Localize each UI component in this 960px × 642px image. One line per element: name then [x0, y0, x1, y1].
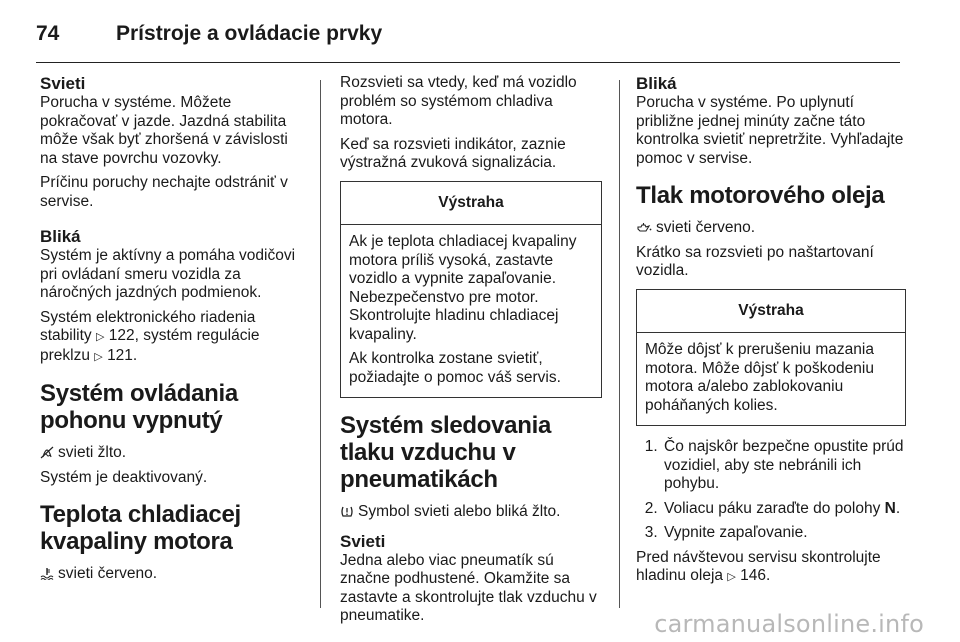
drive-text: Systém je deaktivovaný. — [40, 468, 208, 486]
drive-system-heading: Systém ovládania pohonu vypnutý — [40, 380, 238, 434]
watermark: carmanualsonline.info — [654, 610, 924, 638]
tire-icon-text: Symbol svieti alebo bliká žlto. — [358, 503, 561, 520]
blika-text-1: Systém je aktívny a pomáha vodičovi pri ovládaní smeru vozidla za náročných jazdných podmienok. — [40, 247, 296, 301]
coolant-icon-text: svieti červeno. — [58, 565, 158, 582]
svieti-text-1: Porucha v systéme. Môžete pokračovať v jazde. Jazdná stabilita môže však byť zhoršená v závislosti na stave povrchu vozovky. — [40, 94, 288, 167]
svieti-text-2: Príčinu poruchy nechajte odstrániť v servise. — [40, 174, 288, 210]
page-number: 74 — [36, 22, 60, 45]
column-divider-1 — [320, 80, 321, 608]
coolant-icon-line — [40, 565, 308, 584]
coolant-heading: Teplota chladiacej kvapaliny motora — [40, 501, 241, 555]
blika-text-2 — [40, 309, 308, 367]
list-item — [662, 500, 906, 519]
tire-svieti-text: Jedna alebo viac pneumatík sú značne podhustené. Okamžite sa zastavte a skontrolujte tlak vzduchu v pneumatike. — [340, 551, 597, 624]
oil-footer-text — [636, 549, 906, 587]
traction-off-icon — [40, 446, 54, 459]
oil-icon-text: svieti červeno. — [656, 219, 756, 236]
header-divider — [36, 62, 900, 63]
drive-icon-line — [40, 444, 308, 463]
list-item: 1. Čo najskôr bezpečne opustite prúd vozidiel, aby ste nebránili ich pohybu. — [662, 438, 906, 494]
step-2-text: Voliacu páku zaraďte do polohy — [664, 499, 881, 517]
coolant-text-1: Rozsvieti sa vtedy, keď má vozidlo problém so systémom chladiva motora. — [340, 74, 577, 128]
svieti-heading-2: Svieti — [340, 531, 386, 551]
step-2-tail: . — [895, 499, 901, 517]
warning-box-coolant — [340, 181, 602, 399]
warning-title: Výstraha — [341, 182, 601, 226]
drive-icon-text: svieti žlto. — [58, 444, 127, 461]
warning-title-2: Výstraha — [637, 290, 905, 334]
warning-paragraph-1: Ak je teplota chladiacej kvapaliny motora príliš vysoká, zastavte vozidlo a vypnite zapaľovanie. Nebezpečenstvo pre motor. Skontrolujte hladinu chladiacej kvapaliny. — [349, 233, 577, 343]
page-header — [36, 14, 924, 54]
blika-text-2b[interactable]: 122, systém regulácie preklzu — [40, 327, 260, 364]
oil-can-icon — [636, 221, 652, 234]
column-1 — [40, 74, 308, 590]
tire-icon-line — [340, 503, 602, 522]
page-title: Prístroje a ovládacie prvky — [116, 22, 383, 45]
blika-text-2a: Systém elektronického riadenia stability — [40, 308, 256, 344]
blika-heading-2: Bliká — [636, 74, 677, 93]
steps-list — [636, 438, 906, 543]
coolant-text-2: Keď sa rozsvieti indikátor, zaznie výstražná zvuková signalizácia. — [340, 135, 566, 171]
footer-text-b[interactable]: 146. — [740, 567, 771, 584]
oil-pressure-heading: Tlak motorového oleja — [636, 182, 885, 209]
tire-pressure-icon — [340, 505, 354, 518]
warning-box-oil — [636, 289, 906, 427]
column-divider-2 — [619, 80, 620, 608]
reference-triangle-icon: ▷ — [727, 571, 736, 583]
blika-heading: Bliká — [40, 227, 81, 246]
oil-text: Krátko sa rozsvieti po naštartovaní vozidla. — [636, 243, 874, 279]
reference-triangle-icon: ▷ — [96, 331, 105, 343]
warning-paragraph-2: Ak kontrolka zostane svietiť, požiadajte o pomoc váš servis. — [349, 350, 561, 386]
tire-pressure-heading: Systém sledovania tlaku vzduchu v pneumatikách — [340, 412, 552, 493]
oil-icon-line — [636, 219, 906, 238]
step-2-bold: N — [884, 499, 896, 517]
blika-text-3: Porucha v systéme. Po uplynutí približne jednej minúty začne táto kontrolka svietiť nepretržite. Vyhľadajte pomoc v servise. — [636, 94, 904, 167]
column-3 — [636, 74, 906, 593]
footer-text-a: Pred návštevou servisu skontrolujte hladinu oleja — [636, 548, 881, 584]
warning-paragraph-oil: Môže dôjsť k prerušeniu mazania motora. Môže dôjsť k poškodeniu motora a/alebo zablokovaniu poháňaných kolies. — [645, 341, 874, 414]
column-2 — [340, 74, 602, 632]
list-item: 3. Vypnite zapaľovanie. — [662, 524, 906, 543]
blika-text-2c[interactable]: 121. — [107, 346, 138, 364]
reference-triangle-icon: ▷ — [94, 350, 103, 363]
svieti-heading: Svieti — [40, 74, 86, 93]
coolant-temperature-icon — [40, 567, 54, 580]
